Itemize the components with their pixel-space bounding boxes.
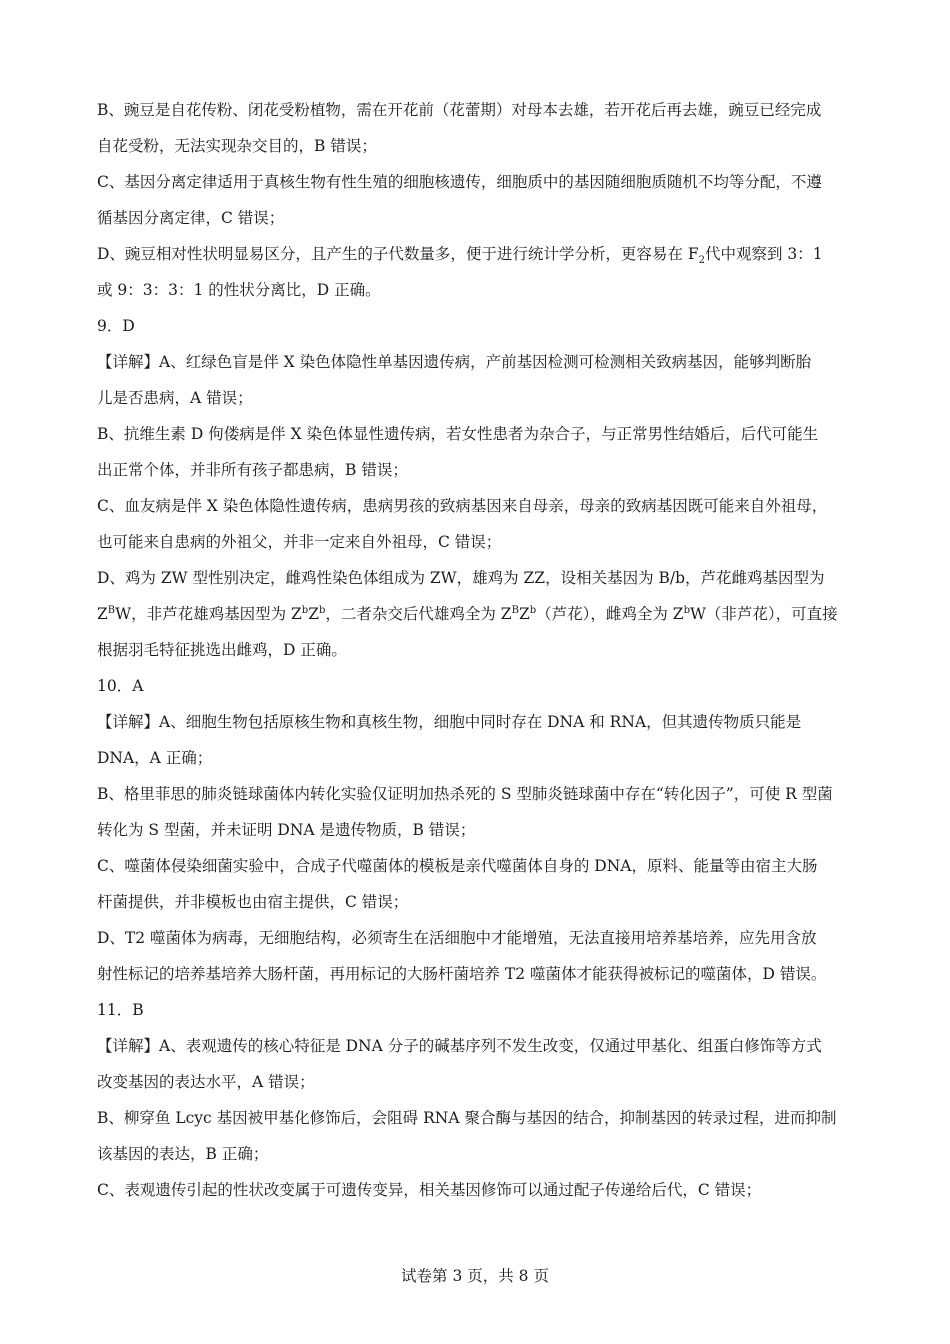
text-line: 转化为 S 型菌，并未证明 DNA 是遗传物质，B 错误； [97, 821, 476, 839]
text-line: 也可能来自患病的外祖父，并非一定来自外祖母，C 错误； [97, 533, 502, 551]
text-line: 杆菌提供，并非模板也由宿主提供，C 错误； [97, 893, 409, 911]
superscript: b [529, 604, 537, 616]
text-line: 根据羽毛特征挑选出雌鸡，D 正确。 [97, 641, 347, 659]
text-line: B、格里菲思的肺炎链球菌体内转化实验仅证明加热杀死的 S 型肺炎链球菌中存在“转化因子”，可使 R 型菌 [97, 785, 833, 803]
page-footer: 试卷第 3 页，共 8 页 [401, 1267, 549, 1285]
text-segment: Z [518, 605, 530, 623]
answer-heading: 9．D [97, 317, 135, 335]
page-body [97, 92, 857, 1208]
text-line: 出正常个体，并非所有孩子都患病，B 错误； [97, 461, 408, 479]
text-line: 或 9：3：3：1 的性状分离比，D 正确。 [97, 281, 381, 299]
superscript: B [511, 604, 519, 616]
text-line: C、血友病是伴 X 染色体隐性遗传病，患病男孩的致病基因来自母亲，母亲的致病基因既可能来自外祖母， [97, 497, 828, 515]
superscript: b [318, 604, 326, 616]
text-line: 循基因分离定律，C 错误； [97, 209, 285, 227]
text-segment: D、豌豆相对性状明显易区分，且产生的子代数量多，便于进行统计学分析，更容易在 F [97, 245, 699, 263]
superscript: B [107, 604, 116, 616]
text-line: 儿是否患病，A 错误； [97, 389, 253, 407]
text-line: C、噬菌体侵染细菌实验中，合成子代噬菌体的模板是亲代噬菌体自身的 DNA，原料、能量等由宿主大肠 [97, 857, 818, 875]
text-segment: ，二者杂交后代雄鸡全为 Z [325, 605, 512, 623]
text-line: 【详解】A、细胞生物包括原核生物和真核生物，细胞中同时存在 DNA 和 RNA，但其遗传物质只能是 [97, 713, 802, 731]
text-segment: W，非芦花雄鸡基因型为 Z [115, 605, 302, 623]
text-line: 【详解】A、表观遗传的核心特征是 DNA 分子的碱基序列不发生改变，仅通过甲基化、组蛋白修饰等方式 [97, 1037, 822, 1055]
text-segment: Z [97, 605, 108, 623]
text-line: B、抗维生素 D 佝偻病是伴 X 染色体显性遗传病，若女性患者为杂合子，与正常男性结婚后，后代可能生 [97, 425, 819, 443]
text-segment: Z [308, 605, 319, 623]
answer-heading: 10．A [97, 677, 144, 695]
text-line: B、柳穿鱼 Lcyc 基因被甲基化修饰后，会阻碍 RNA 聚合酶与基因的结合，抑制基因的转录过程，进而抑制 [97, 1109, 837, 1127]
text-line: C、基因分离定律适用于真核生物有性生殖的细胞核遗传，细胞质中的基因随细胞质随机不均等分配，不遵 [97, 173, 822, 191]
text-line: 自花受粉，无法实现杂交目的，B 错误； [97, 137, 377, 155]
text-line: 射性标记的培养基培养大肠杆菌，再用标记的大肠杆菌培养 T2 噬菌体才能获得被标记的噬菌体，D 错误。 [97, 965, 827, 983]
answer-heading: 11．B [97, 1001, 144, 1019]
text-line: 改变基因的表达水平，A 错误； [97, 1073, 315, 1091]
text-line: B、豌豆是自花传粉、闭花受粉植物，需在开花前（花蕾期）对母本去雄，若开花后再去雄，豌豆已经完成 [97, 101, 822, 119]
subscript: 2 [698, 255, 705, 267]
text-segment: （芦花），雌鸡全为 Z [536, 605, 684, 623]
text-line: D、T2 噬菌体为病毒，无细胞结构，必须寄生在活细胞中才能增殖，无法直接用培养基培养，应先用含放 [97, 929, 817, 947]
text-line: 【详解】A、红绿色盲是伴 X 染色体隐性单基因遗传病，产前基因检测可检测相关致病基因，能够判断胎 [97, 353, 812, 371]
superscript: b [301, 604, 309, 616]
text-line: D、鸡为 ZW 型性别决定，雌鸡性染色体组成为 ZW，雄鸡为 ZZ，设相关基因为 B/b，芦花雌鸡基因型为 [97, 569, 825, 587]
text-line: 该基因的表达，B 正确； [97, 1145, 269, 1163]
text-line [97, 596, 857, 632]
superscript: b [683, 604, 690, 616]
text-segment: 代中观察到 3：1 [705, 245, 823, 263]
text-line: C、表观遗传引起的性状改变属于可遗传变异，相关基因修饰可以通过配子传递给后代，C 错误； [97, 1181, 762, 1199]
text-line [97, 236, 857, 272]
text-line: DNA，A 正确； [97, 749, 213, 767]
text-segment: W（非芦花），可直接 [689, 605, 838, 623]
